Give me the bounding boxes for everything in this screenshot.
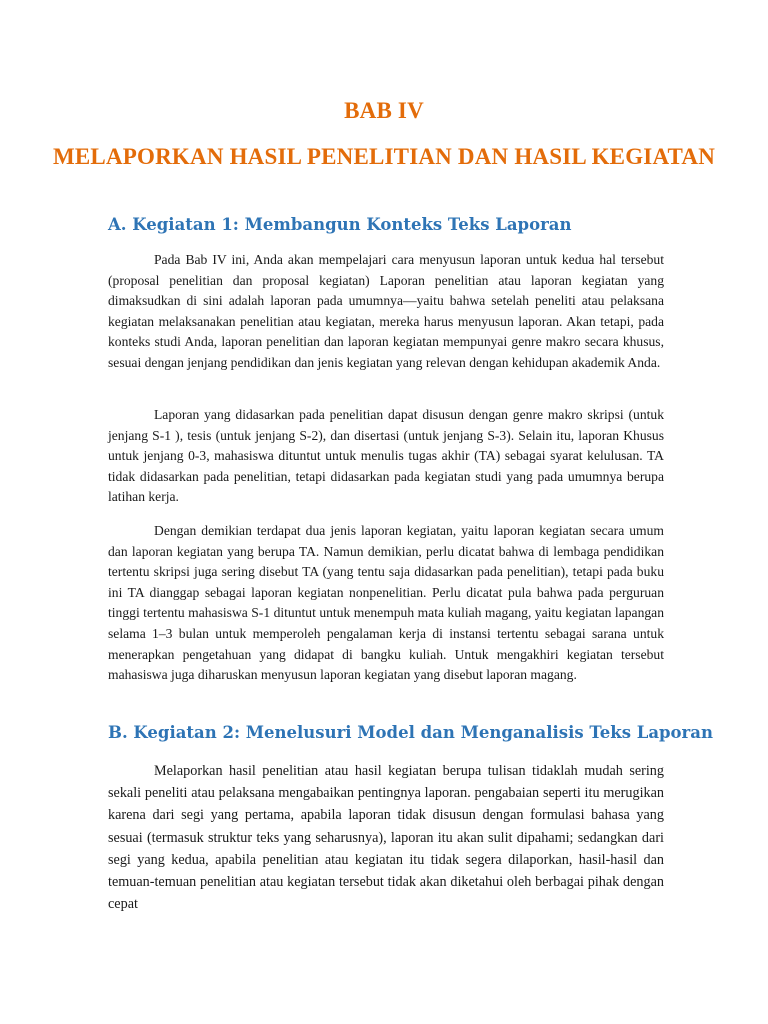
body-paragraph: Dengan demikian terdapat dua jenis laporan kegiatan, yaitu laporan kegiatan secara umum dan laporan kegiatan yang berupa TA. Namun demikian, perlu dicatat bahwa di lembaga pendidikan tertentu skripsi juga sering disebut TA (yang tentu saja didasarkan pada penelitian), tetapi pada buku ini TA dianggap sebagai laporan kegiatan nonpenelitian. Perlu dicatat pula bahwa pada perguruan tinggi tertentu mahasiswa S-1 dituntut untuk menempuh mata kuliah magang, yaitu kegiatan lapangan selama 1–3 bulan untuk memperoleh pengalaman kerja di instansi tertentu sebagai sarana untuk menerapkan pengetahuan yang didapat di bangku kuliah. Untuk mengakhiri kegiatan tersebut mahasiswa juga diharuskan menyusun laporan kegiatan yang disebut laporan magang. [108, 523, 664, 683]
chapter-number: BAB IV [344, 98, 424, 123]
chapter-title: MELAPORKAN HASIL PENELITIAN DAN HASIL KEGIATAN [52, 144, 716, 169]
body-paragraph: Melaporkan hasil penelitian atau hasil kegiatan berupa tulisan tidaklah mudah sering sekali peneliti atau pelaksana mengabaikan pentingnya laporan. pengabaian seperti itu merugikan karena dari segi yang pertama, apabila laporan tidak disusun dengan formulasi bahasa yang sesuai (termasuk struktur teks yang seharusnya), laporan itu akan sulit dipahami; sedangkan dari segi yang kedua, apabila penelitian atau kegiatan itu tidak segera dilaporkan, hasil-hasil dan temuan-temuan penelitian atau kegiatan tersebut tidak akan diketahui oleh berbagai pihak dengan cepat [108, 763, 664, 913]
body-paragraph: Laporan yang didasarkan pada penelitian dapat disusun dengan genre makro skripsi (untuk jenjang S-1 ), tesis (untuk jenjang S-2), dan disertasi (untuk jenjang S-3). Selain itu, laporan Khusus untuk jenjang 0-3, mahasiswa dituntut untuk menulis tugas akhir (TA) sebagai syarat kelulusan. TA tidak didasarkan pada penelitian, tetapi didasarkan pada kegiatan studi yang pada umumnya berupa latihan kerja. [108, 407, 664, 505]
section-heading-b: B. Kegiatan 2: Menelusuri Model dan Menganalisis Teks Laporan [108, 723, 713, 742]
body-paragraph: Pada Bab IV ini, Anda akan mempelajari cara menyusun laporan untuk kedua hal tersebut (proposal penelitian dan proposal kegiatan) Laporan penelitian atau laporan kegiatan yang dimaksudkan di sini adalah laporan pada umumnya—yaitu bahwa setelah peneliti atau pelaksana kegiatan melaksanakan penelitian atau kegiatan, mereka harus menyusun laporan. Akan tetapi, pada konteks studi Anda, laporan penelitian dan laporan kegiatan mempunyai genre makro secara khusus, sesuai dengan jenjang pendidikan dan jenis kegiatan yang relevan dengan kehidupan akademik Anda. [108, 252, 664, 370]
section-heading-a: A. Kegiatan 1: Membangun Konteks Teks Laporan [108, 215, 572, 234]
